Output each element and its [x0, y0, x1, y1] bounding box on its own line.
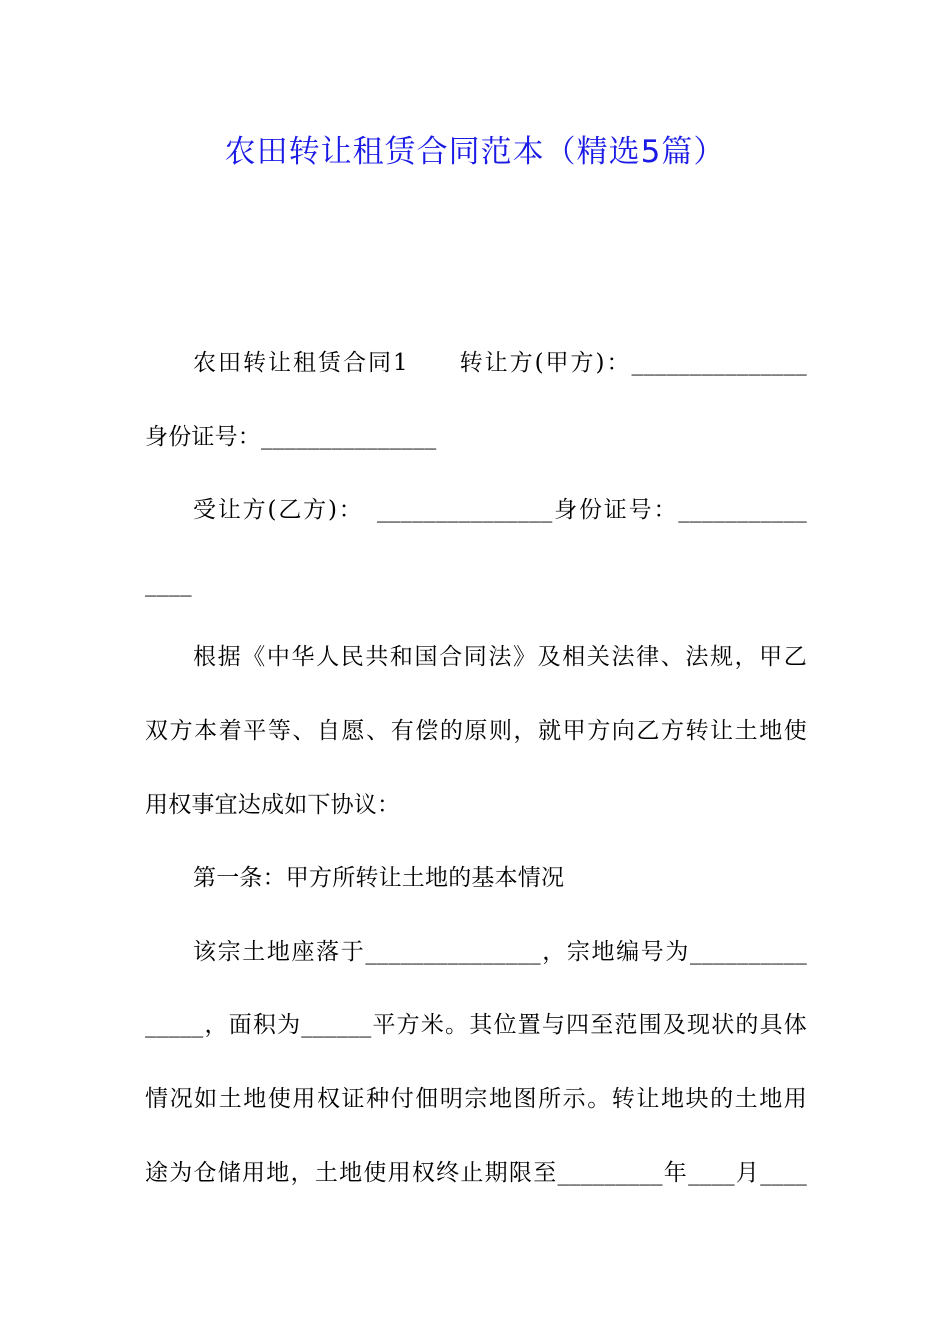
paragraph-line: 身份证号：_______________ [145, 423, 437, 450]
paragraph-line: 用权事宜达成如下协议： [145, 791, 401, 818]
paragraph-line: 途为仓储用地，土地使用权终止期限至_________年____月____ [145, 1159, 807, 1186]
paragraph-line: _____，面积为______平方米。其位置与四至范围及现状的具体 [145, 1012, 807, 1039]
paragraph-line: 根据《中华人民共和国合同法》及相关法律、法规，甲乙 [193, 644, 807, 671]
paragraph-line: ____ [145, 570, 192, 597]
paragraph-line: 农田转让租赁合同1 转让方(甲方)：_______________ [193, 350, 807, 376]
section-heading: 第一条：甲方所转让土地的基本情况 [193, 865, 565, 892]
paragraph-line: 情况如土地使用权证种付佃明宗地图所示。转让地块的土地用 [145, 1085, 807, 1112]
document-body [145, 327, 807, 1210]
document-title: 农田转让租赁合同范本（精选5篇） [224, 134, 726, 170]
paragraph-line: 该宗土地座落于_______________，宗地编号为__________ [193, 938, 807, 965]
paragraph-line: 受让方(乙方)： _______________身份证号：___________ [193, 497, 807, 524]
paragraph-line: 双方本着平等、自愿、有偿的原则，就甲方向乙方转让土地使 [145, 717, 807, 744]
